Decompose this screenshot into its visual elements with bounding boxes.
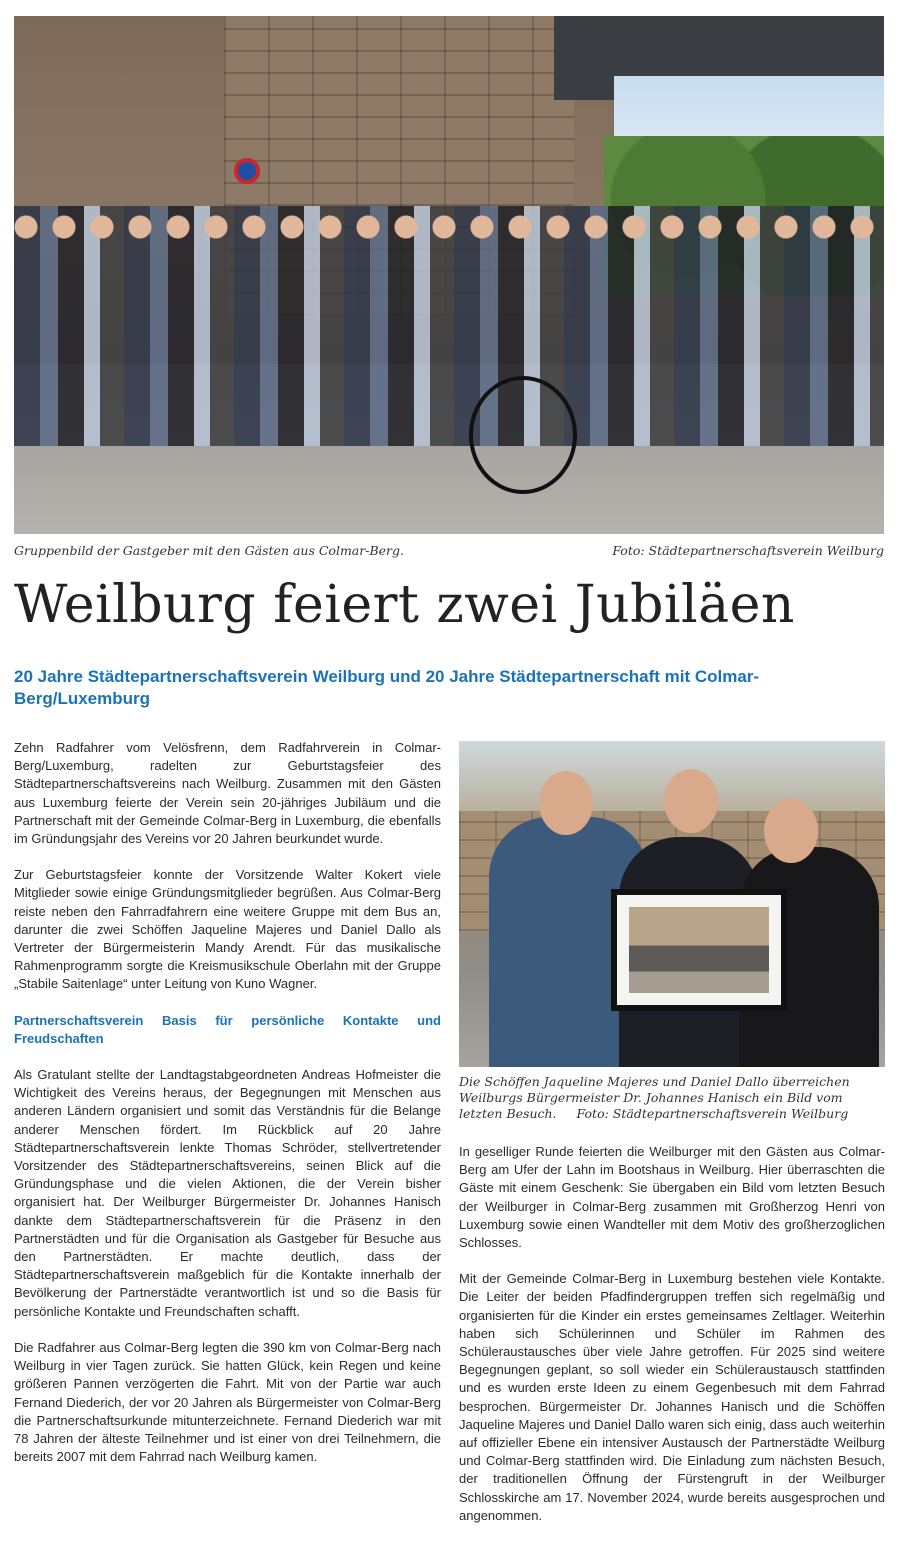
no-parking-sign-icon	[234, 158, 260, 184]
picture	[629, 907, 769, 993]
right-photo-caption-block	[459, 1074, 885, 1122]
right-photo-credit: Foto: Städtepartnerschaftsverein Weilburg	[576, 1106, 849, 1121]
paragraph: Als Gratulant stellte der Landtagstabgeordneten Andreas Hofmeister die Wichtigkeit des Vereins heraus, der Begegnungen mit Menschen aus anderen Ländern organisiert und somit das Verständnis für die Belange anderer Menschen fördert. Im Rückblick auf 20 Jahre Städtepartnerschaftsverein lenkte Thomas Schröder, stellvertretender Vorsitzender des Städtepartnerschaftsvereins, seinen Blick auf die Gründungsphase und die vielen Aktionen, die der Verein bisher organisiert hat. Der Weilburger Bürgermeister Dr. Johannes Hanisch dankte dem Städtepartnerschaftsverein für die Präsenz in den Partnerstädten und für die Organisation als Gastgeber für Besuche aus den Partnerstädten. Er machte deutlich, dass der Städtepartnerschaftsverein maßgeblich für die Kontakte innerhalb der Bevölkerung der Partnerstädte verantwortlich ist und so die Basis für persönliche Kontakte und Freundschaften schafft.	[14, 1067, 441, 1319]
bicycle-wheel	[469, 376, 577, 494]
top-photo-caption: Gruppenbild der Gastgeber mit den Gästen aus Colmar-Berg.	[14, 543, 404, 558]
headline: Weilburg feiert zwei Jubiläen	[14, 575, 795, 635]
handover-photo	[459, 741, 885, 1067]
person-head	[539, 771, 593, 835]
top-photo-credit: Foto: Städtepartnerschaftsverein Weilburg	[612, 543, 884, 558]
framed-picture	[611, 889, 787, 1011]
person-head	[664, 769, 718, 833]
right-photo-caption: Die Schöffen Jaqueline Majeres und Daniel Dallo überreichen Weilburgs Bürgermeister Dr. Johannes Hanisch ein Bild vom letzten Besuch.	[459, 1074, 850, 1121]
right-column	[459, 1143, 885, 1543]
paragraph: Die Radfahrer aus Colmar-Berg legten die 390 km von Colmar-Berg nach Weilburg in vier Tagen zurück. Sie hatten Glück, kein Regen und keine größeren Pannen verzögerten die Fahrt. Mit von der Partie war auch Fernand Diederich, der vor 20 Jahren als Bürgermeister von Colmar-Berg die Partnerschaftsurkunde mitunterzeichnete. Fernand Diederich war mit 78 Jahren der älteste Teilnehmer und ist einer von drei Teilnehmern, die bereits 2007 mit dem Fahrrad nach Weilburg kamen.	[14, 1339, 441, 1465]
paragraph: Zur Geburtstagsfeier konnte der Vorsitzende Walter Kokert viele Mitglieder sowie einige Gründungsmitglieder begrüßen. Aus Colmar-Berg reiste neben den Fahrradfahrern eine weitere Gruppe mit dem Bus an, darunter die zwei Schöffen Jaqueline Majeres und Daniel Dallo als Vertreter der Bürgermeisterin Mandy Arendt. Für das musikalische Rahmenprogramm sorgte die Kreismusikschule Oberlahn mit der Gruppe „Stabile Saitenlage“ unter Leitung von Kuno Wagner.	[14, 867, 441, 992]
paragraph: Mit der Gemeinde Colmar-Berg in Luxemburg bestehen viele Kontakte. Die Leiter der beiden Pfadfindergruppen treffen sich regelmäßig und organisierten für die Kinder ein erstes gemeinsames Zeltlager. Weiterhin haben sich Schülerinnen und Schüler im Rahmen des Schüleraustausches über viele Jahre getroffen. Für 2025 sind weitere Begegnungen geplant, so soll wieder ein Schüleraustausch stattfinden und es wurden erste Ideen zu einem Gegenbesuch mit dem Fahrrad besprochen. Bürgermeister Dr. Johannes Hanisch und die Schöffen Jaqueline Majeres und Daniel Dallo waren sich einig, dass auch weiterhin auf offizieller Ebene ein intensiver Austausch der Partnerstädte Weilburg und Colmar-Berg stattfinden wird. Die Einladung zum nächsten Besuch, der traditionellen Öffnung der Fürstengruft in der Weilburger Schlosskirche am 17. November 2024, wurde bereits ausgesprochen und angenommen.	[459, 1271, 885, 1523]
person-head	[764, 799, 818, 863]
left-column	[14, 739, 441, 1484]
paragraph: Zehn Radfahrer vom Velösfrenn, dem Radfahrverein in Colmar-Berg/Luxemburg, radelten zur Geburtstagsfeier des Städtepartnerschaftsvereins nach Weilburg. Zusammen mit den Gästen aus Luxemburg feierte der Verein sein 20-jähriges Jubiläum und die Partnerschaft mit der Gemeinde Colmar-Berg in Luxemburg, die ebenfalls im Gründungsjahr des Vereins vor 20 Jahren beurkundet wurde.	[14, 740, 441, 847]
picture-mat	[617, 895, 781, 1005]
subheadline: 20 Jahre Städtepartnerschaftsverein Weilburg und 20 Jahre Städtepartnerschaft mit Colmar-Berg/Luxemburg	[14, 667, 760, 709]
crowd	[14, 206, 884, 446]
crowd-heads	[14, 212, 884, 242]
section-heading: Partnerschaftsverein Basis für persönliche Kontakte und Freudschaften	[14, 1012, 441, 1046]
paragraph: In geselliger Runde feierten die Weilburger mit den Gästen aus Colmar-Berg am Ufer der Lahn im Bootshaus in Weilburg. Hier überraschten die Gäste mit einem Geschenk: Sie übergaben ein Bild vom letzten Besuch der Weilburger in Colmar-Berg zusammen mit Großherzog Henri von Luxemburg sowie einen Wandteller mit dem Motiv des großherzoglichen Schlosses.	[459, 1144, 885, 1251]
group-photo	[14, 16, 884, 534]
